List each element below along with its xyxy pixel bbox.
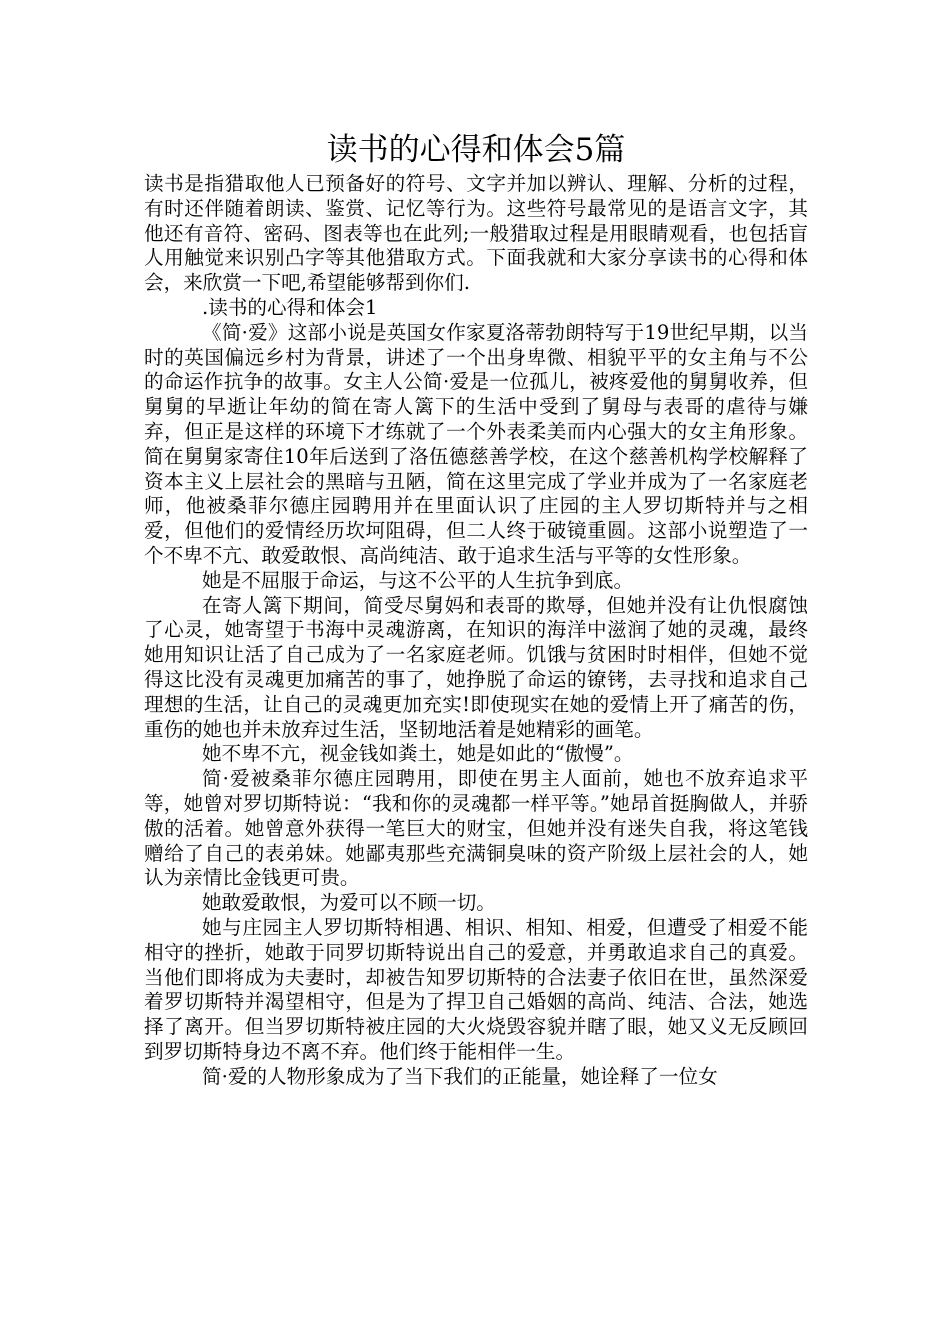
body-paragraph: 简·爱被桑菲尔德庄园聘用，即使在男主人面前，她也不放弃追求平等，她曾对罗切斯特说：“我和你的灵魂都一样平等。”她昂首挺胸做人，并骄傲的活着。她曾意外获得一笔巨大的财宝，但她并没有迷失自我，将这笔钱赠给了自己的表弟妹。她鄙夷那些充满铜臭味的资产阶级上层社会的人，她认为亲情比金钱更可贵。 bbox=[144, 767, 808, 890]
body-paragraph: 她敢爱敢恨，为爱可以不顾一切。 bbox=[202, 891, 496, 915]
body-paragraph: 她不卑不亢，视金钱如粪土，她是如此的“傲慢”。 bbox=[202, 742, 634, 766]
body-paragraph: 在寄人篱下期间，简受尽舅妈和表哥的欺辱，但她并没有让仇恨腐蚀了心灵，她寄望于书海中灵魂游离，在知识的海洋中滋润了她的灵魂，最终她用知识让活了自己成为了一名家庭老师。饥饿与贫困时时相伴，但她不觉得这比没有灵魂更加痛苦的事了，她挣脱了命运的镣铐，去寻找和追求自己理想的生活，让自己的灵魂更加充实!即使现实在她的爱情上开了痛苦的伤，重伤的她也并未放弃过生活，坚韧地活着是她精彩的画笔。 bbox=[144, 593, 808, 741]
body-paragraph: 她是不屈服于命运，与这不公平的人生抗争到底。 bbox=[202, 568, 634, 592]
document-title: 读书的心得和体会5篇 bbox=[326, 132, 626, 168]
document-body bbox=[144, 172, 808, 1089]
section-heading: .读书的心得和体会1 bbox=[202, 295, 378, 319]
document-page bbox=[144, 128, 808, 1089]
intro-paragraph: 读书是指猎取他人已预备好的符号、文字并加以辨认、理解、分析的过程，有时还伴随着朗读、鉴赏、记忆等行为。这些符号最常见的是语言文字，其他还有音符、密码、图表等也在此列;一般猎取过程是用眼睛观看，也包括盲人用触觉来识别凸字等其他猎取方式。下面我就和大家分享读书的心得和体会，来欣赏一下吧,希望能够帮到你们. bbox=[144, 172, 808, 295]
body-paragraph: 简·爱的人物形象成为了当下我们的正能量，她诠释了一位女 bbox=[202, 1064, 718, 1088]
body-paragraph: 《简·爱》这部小说是英国女作家夏洛蒂勃朗特写于19世纪早期，以当时的英国偏远乡村为背景，讲述了一个出身卑微、相貌平平的女主角与不公的命运作抗争的故事。女主人公简·爱是一位孤儿，被疼爱他的舅舅收养，但舅舅的早逝让年幼的简在寄人篱下的生活中受到了舅母与表哥的虐待与嫌弃，但正是这样的环境下才练就了一个外表柔美而内心强大的女主角形象。简在舅舅家寄住10年后送到了洛伍德慈善学校，在这个慈善机构学校解释了资本主义上层社会的黑暗与丑陋，简在这里完成了学业并成为了一名家庭老师，他被桑菲尔德庄园聘用并在里面认识了庄园的主人罗切斯特并与之相爱，但他们的爱情经历坎坷阻碍，但二人终于破镜重圆。这部小说塑造了一个不卑不亢、敢爱敢恨、高尚纯洁、敢于追求生活与平等的女性形象。 bbox=[144, 320, 808, 567]
body-paragraph: 她与庄园主人罗切斯特相遇、相识、相知、相爱，但遭受了相爱不能相守的挫折，她敢于同罗切斯特说出自己的爱意，并勇敢追求自己的真爱。当他们即将成为夫妻时，却被告知罗切斯特的合法妻子依旧在世，虽然深爱着罗切斯特并渴望相守，但是为了捍卫自己婚姻的高尚、纯洁、合法，她选择了离开。但当罗切斯特被庄园的大火烧毁容貌并瞎了眼，她又义无反顾回到罗切斯特身边不离不弃。他们终于能相伴一生。 bbox=[144, 915, 808, 1063]
